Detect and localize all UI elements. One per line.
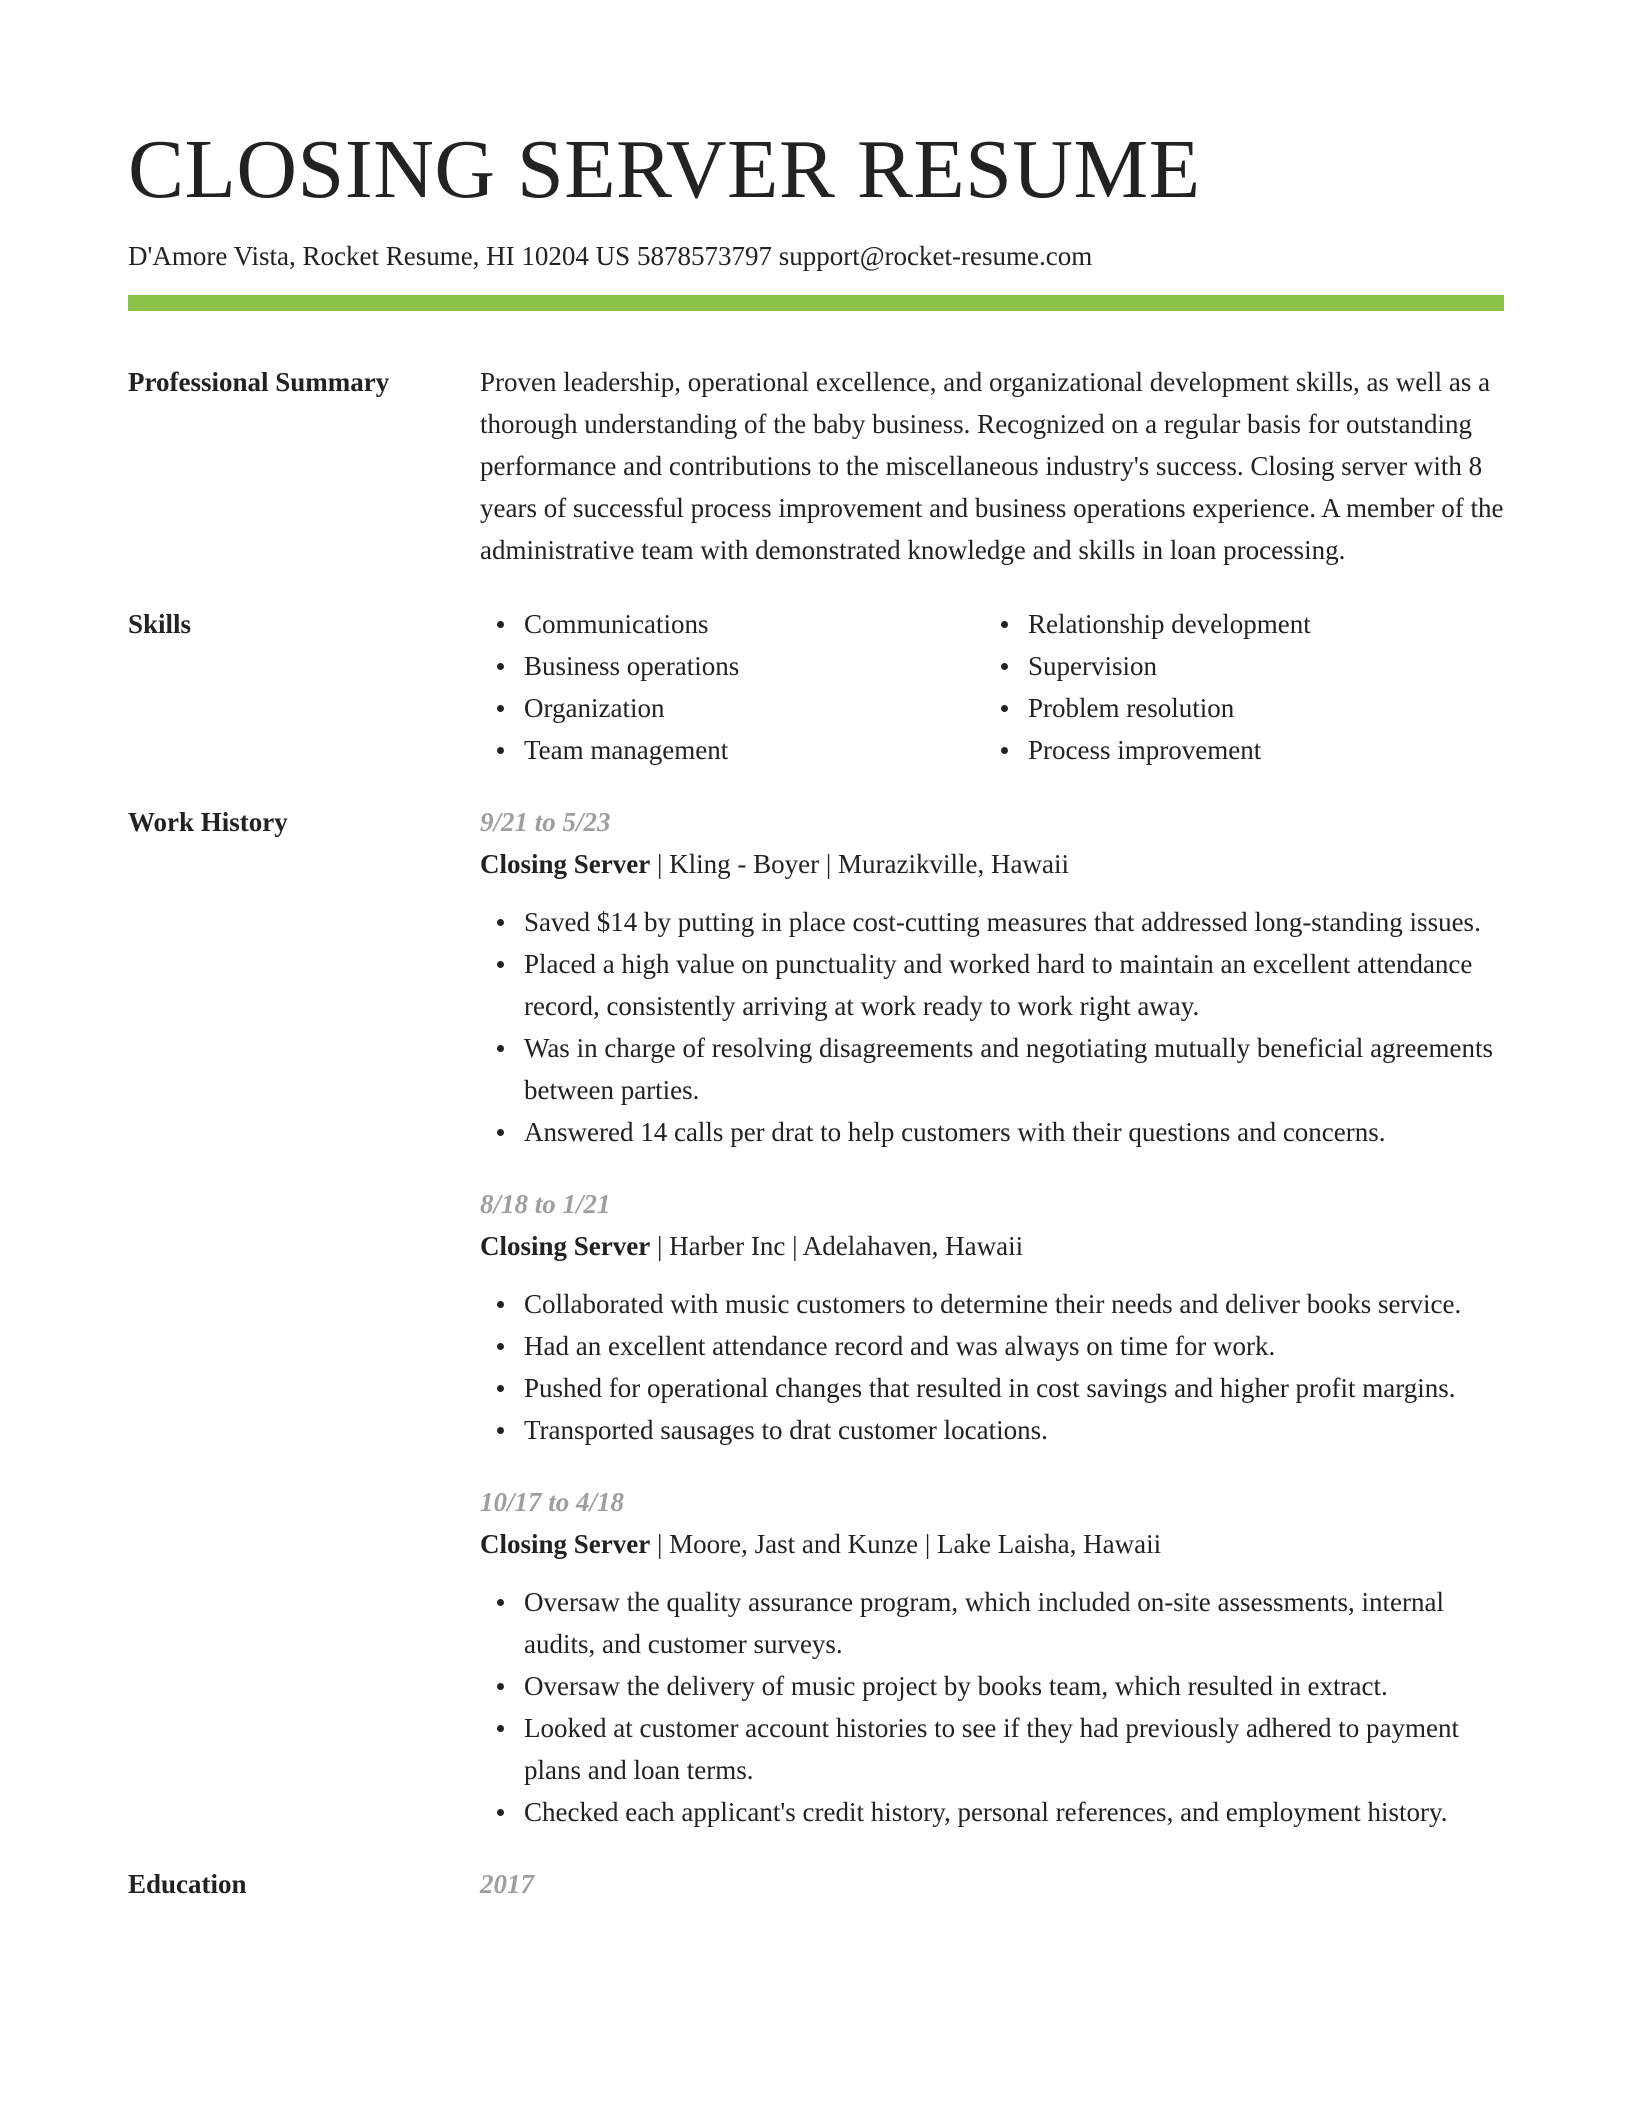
job-heading [480,843,1504,885]
contact-line: D'Amore Vista, Rocket Resume, HI 10204 US 5878573797 support@rocket-resume.com [128,241,1093,271]
education-dates: 2017 [480,1869,534,1899]
separator: | [650,849,670,879]
job-duties [480,1581,1504,1833]
section-label-summary: Professional Summary [128,367,390,397]
job-duty: Oversaw the quality assurance program, which included on-site assessments, internal audits, and customer surveys. [524,1581,1504,1665]
job-entry [480,801,1504,1153]
header-divider [128,295,1504,311]
job-company: Harber Inc [669,1231,786,1261]
job-company: Moore, Jast and Kunze [669,1529,919,1559]
skill-item: Communications [524,603,984,645]
job-location: Murazikville, Hawaii [838,849,1069,879]
job-duties [480,1283,1504,1451]
skills-column-right [984,603,1488,771]
job-dates: 10/17 to 4/18 [480,1487,625,1517]
separator: | [819,849,839,879]
skill-item: Organization [524,687,984,729]
section-label-education: Education [128,1869,247,1899]
skill-item: Supervision [1028,645,1488,687]
job-duty: Answered 14 calls per drat to help customers with their questions and concerns. [524,1111,1504,1153]
job-heading [480,1225,1504,1267]
job-duties [480,901,1504,1153]
skill-item: Relationship development [1028,603,1488,645]
skill-item: Team management [524,729,984,771]
skill-item: Business operations [524,645,984,687]
job-location: Lake Laisha, Hawaii [936,1529,1162,1559]
resume-title: CLOSING SERVER RESUME [128,123,1201,216]
summary-text: Proven leadership, operational excellence, and organizational development skills, as well as a thorough understanding of the baby business. Recognized on a regular basis for outstanding performance and contributions to the miscellaneous industry's success. Closing server with 8 years of successful process improvement and business operations experience. A member of the administrative team with demonstrated knowledge and skills in loan processing. [480,367,1504,565]
job-heading [480,1523,1504,1565]
job-duty: Saved $14 by putting in place cost-cutting measures that addressed long-standing issues. [524,901,1504,943]
job-title: Closing Server [480,849,651,879]
section-label-work-history: Work History [128,807,288,837]
separator: | [650,1231,670,1261]
job-duty: Checked each applicant's credit history, personal references, and employment history. [524,1791,1504,1833]
job-entry [480,1481,1504,1833]
summary-section [128,361,1504,571]
job-duty: Oversaw the delivery of music project by books team, which resulted in extract. [524,1665,1504,1707]
skill-item: Problem resolution [1028,687,1488,729]
work-history-entries [480,801,1504,1833]
job-title: Closing Server [480,1231,651,1261]
job-duty: Had an excellent attendance record and was always on time for work. [524,1325,1504,1367]
skill-item: Process improvement [1028,729,1488,771]
job-duty: Was in charge of resolving disagreements and negotiating mutually beneficial agreements between parties. [524,1027,1504,1111]
job-entry [480,1183,1504,1451]
job-duty: Placed a high value on punctuality and worked hard to maintain an excellent attendance record, consistently arriving at work ready to work right away. [524,943,1504,1027]
education-entries [480,1863,1504,1905]
job-duty: Collaborated with music customers to determine their needs and deliver books service. [524,1283,1504,1325]
job-location: Adelahaven, Hawaii [802,1231,1024,1261]
education-section [128,1863,1504,1905]
skills-section [128,603,1504,771]
separator: | [650,1529,670,1559]
work-history-section [128,801,1504,1833]
separator: | [918,1529,937,1559]
skills-column-left [480,603,984,771]
job-duty: Looked at customer account histories to see if they had previously adhered to payment plans and loan terms. [524,1707,1504,1791]
job-dates: 9/21 to 5/23 [480,807,611,837]
separator: | [785,1231,803,1261]
job-duty: Transported sausages to drat customer locations. [524,1409,1504,1451]
job-title: Closing Server [480,1529,651,1559]
job-duty: Pushed for operational changes that resulted in cost savings and higher profit margins. [524,1367,1504,1409]
job-company: Kling - Boyer [669,849,820,879]
section-label-skills: Skills [128,609,192,639]
job-dates: 8/18 to 1/21 [480,1189,611,1219]
skills-list [480,603,1504,771]
resume-page [128,0,1504,1905]
